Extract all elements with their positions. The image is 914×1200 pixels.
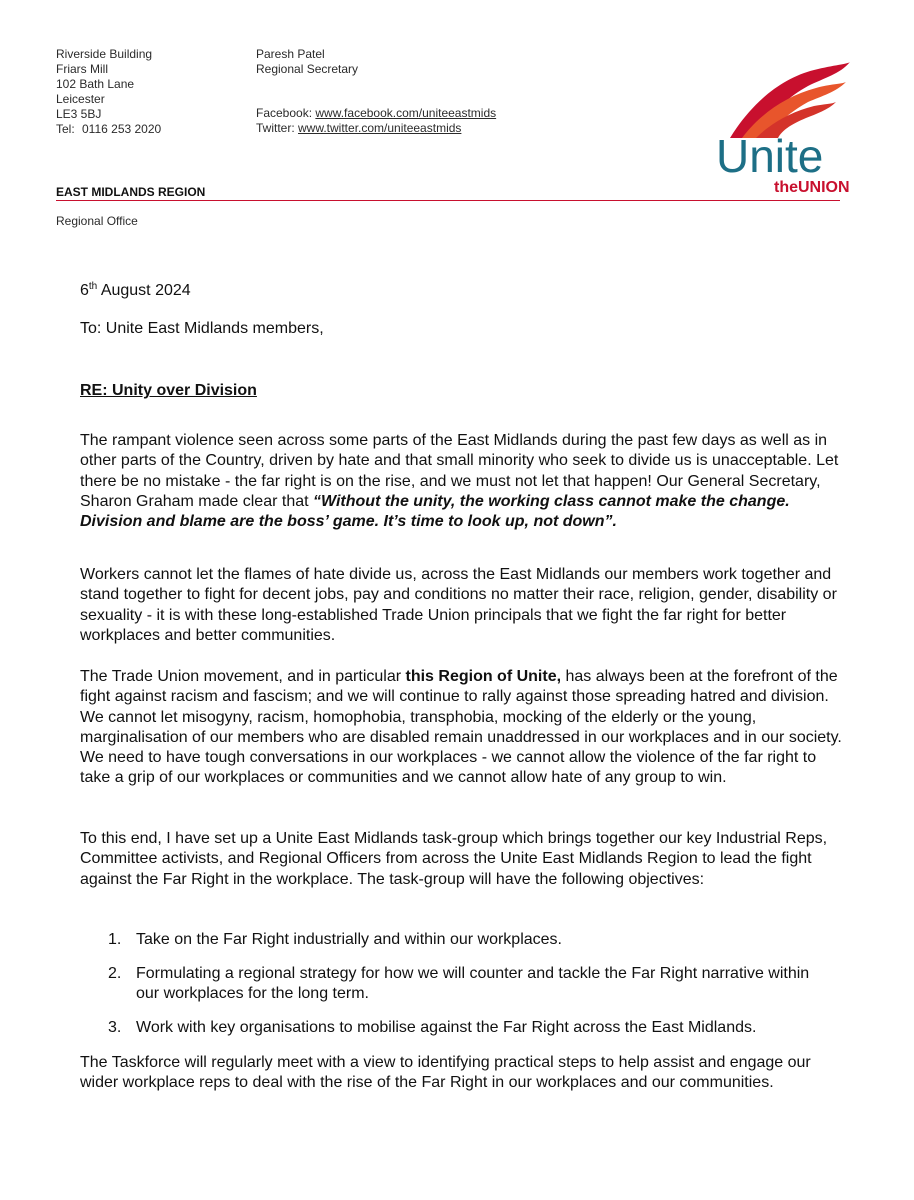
address-line: Leicester <box>56 92 105 106</box>
quote: “Without the unity, the working class cannot make the change. Division and blame are the boss’ game. It’s time to look up, not down”. <box>80 492 790 531</box>
tel-label: Tel: <box>56 122 75 136</box>
letter-subject: RE: Unity over Division <box>80 382 257 399</box>
paragraph-4: To this end, I have set up a Unite East Midlands task-group which brings together our key Industrial Reps, Committee activists, and Regional Officers from across the Unite East Midlands Region to lead the fight against the Far Right in the workplace. The task-group will have the following objectives: <box>80 830 828 888</box>
twitter-label: Twitter: <box>256 121 295 135</box>
region-heading: EAST MIDLANDS REGION <box>56 185 206 199</box>
office-label: Regional Office <box>56 214 138 228</box>
paragraph-5: The Taskforce will regularly meet with a view to identifying practical steps to help assist and engage our wider workplace reps to deal with the rise of the Far Right in our workplaces and our communities. <box>80 1054 811 1092</box>
telephone <box>56 122 161 137</box>
logo-tag-the: the <box>774 179 798 196</box>
twitter-link[interactable]: www.twitter.com/uniteeastmids <box>298 121 462 135</box>
letter-recipient: To: Unite East Midlands members, <box>80 320 324 337</box>
paragraph-3: The Trade Union movement, and in particular this Region of Unite, has always been at the forefront of the fight against racism and fascism; and we will continue to rally against those spreading hatred and division. We cannot let misogyny, racism, homophobia, transphobia, mocking of the elderly or the young, marginalisation of our members who are disabled remain unaddressed in our workplaces and in our society. We need to have tough conversations in our workplaces - we cannot allow the violence of the far right to take a grip of our workplaces or communities and we cannot allow hate of any group to win. <box>80 668 842 787</box>
tel-number: 0116 253 2020 <box>82 122 162 136</box>
paragraph-1: The rampant violence seen across some parts of the East Midlands during the past few days as well as in other parts of the Country, driven by hate and that small minority who seek to divide us is unacceptable. Let there be no mistake - the far right is on the rise, and we must not let that happen! Our General Secretary, Sharon Graham made clear that “Without the unity, the working class cannot make the change. Division and blame are the boss’ game. It’s time to look up, not down”. <box>80 432 839 531</box>
paragraph-2: Workers cannot let the flames of hate divide us, across the East Midlands our members work together and stand together to fight for decent jobs, pay and conditions no matter their race, religion, gender, disability or sexuality - it is with these long-established Trade Union principals that we fight the far right for better workplaces and better communities. <box>80 566 837 644</box>
contact-name: Paresh Patel <box>256 47 325 61</box>
social-links <box>256 106 496 136</box>
logo-tag-union: UNION <box>798 179 850 196</box>
facebook-label: Facebook: <box>256 106 313 120</box>
address-line: LE3 5BJ <box>56 107 102 121</box>
address-line: Friars Mill <box>56 62 108 76</box>
facebook-link[interactable]: www.facebook.com/uniteeastmids <box>315 106 497 120</box>
sender-address <box>56 47 161 137</box>
sender-contact <box>256 47 358 77</box>
logo-wordmark: Unite <box>716 130 824 182</box>
address-line: 102 Bath Lane <box>56 77 135 91</box>
contact-role: Regional Secretary <box>256 62 359 76</box>
unite-logo <box>712 40 852 200</box>
letter-date: 6th August 2024 <box>80 281 191 299</box>
svg-text:theUNION <box>774 179 850 196</box>
header-divider <box>56 200 840 201</box>
address-line: Riverside Building <box>56 47 153 61</box>
